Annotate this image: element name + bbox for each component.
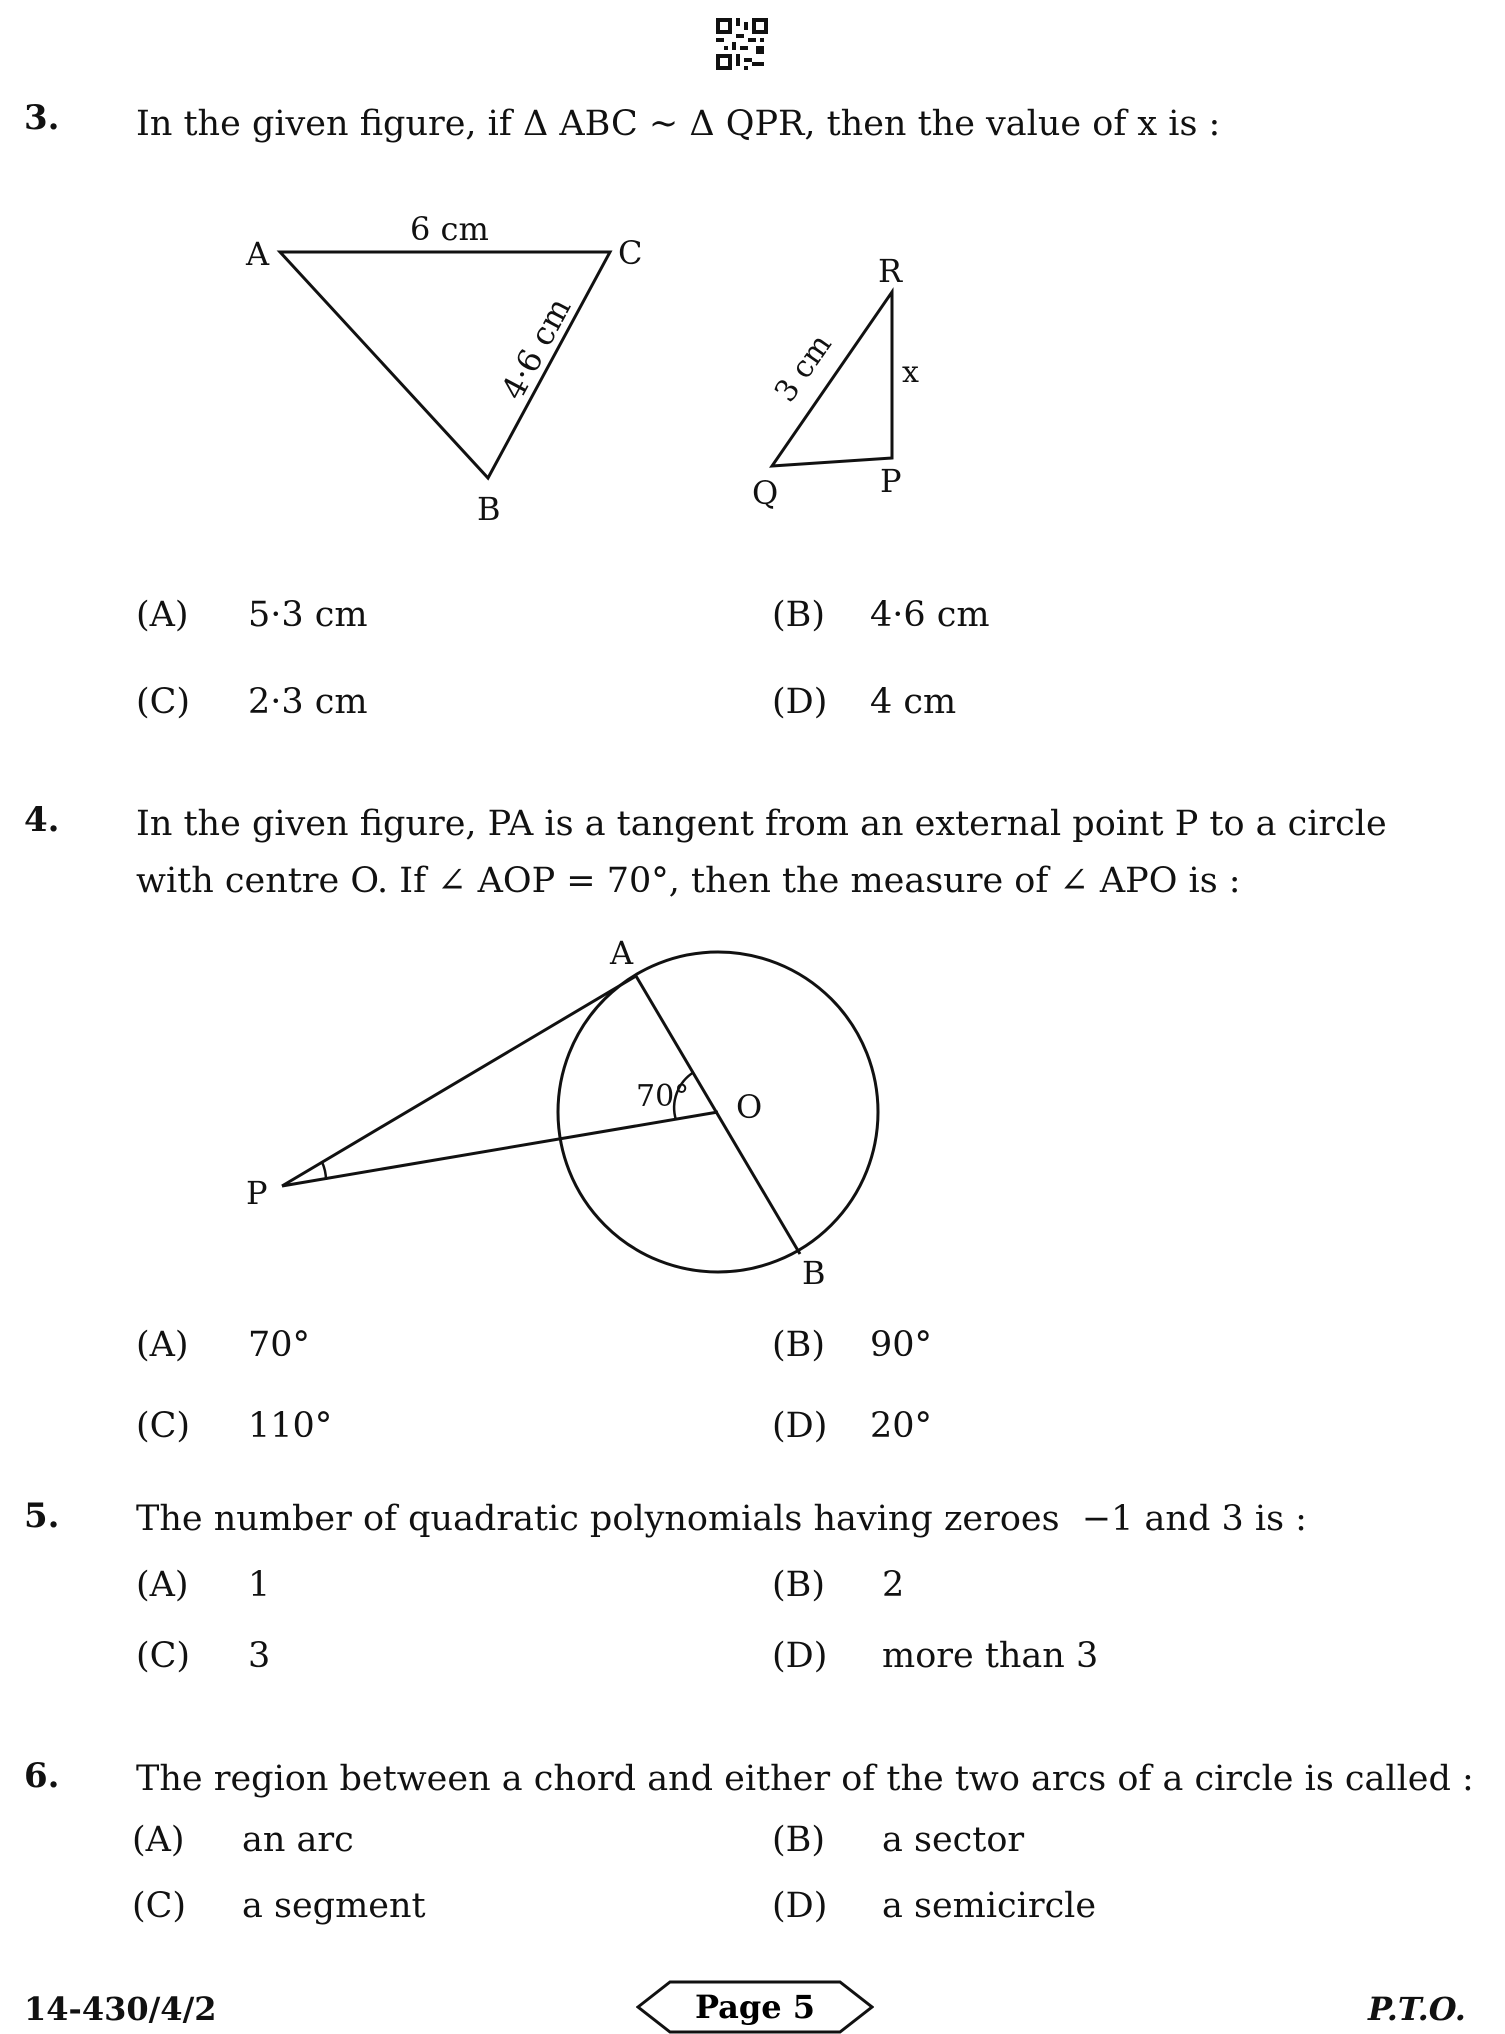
qr-code-icon: [716, 18, 768, 70]
label-x: x: [902, 355, 919, 390]
q3-option-c-text: 2·3 cm: [248, 682, 368, 722]
q6-option-a-text: an arc: [242, 1820, 354, 1860]
q3-option-a-label: (A): [136, 595, 189, 635]
question-4-number: 4.: [24, 800, 60, 840]
q5-option-c-label: (C): [136, 1636, 191, 1676]
label-b: B: [802, 1254, 826, 1292]
label-o: O: [736, 1088, 763, 1126]
q3-option-c-label: (C): [136, 682, 191, 722]
q4-option-a-text: 70°: [248, 1325, 311, 1365]
measure-cb: 4·6 cm: [493, 291, 579, 406]
label-p: P: [246, 1174, 268, 1212]
question-5-number: 5.: [24, 1496, 60, 1536]
label-a: A: [610, 934, 634, 972]
q5-option-b-label: (B): [772, 1565, 826, 1605]
q5-option-d-text: more than 3: [882, 1636, 1099, 1676]
label-p: P: [880, 462, 902, 500]
q4-option-a-label: (A): [136, 1325, 189, 1365]
q5-option-a-label: (A): [136, 1565, 189, 1605]
q5-option-d-label: (D): [772, 1636, 828, 1676]
q5-option-c-text: 3: [248, 1636, 271, 1676]
question-3-figure: [0, 190, 1000, 550]
label-q: Q: [752, 474, 779, 512]
q5-option-a-text: 1: [248, 1565, 271, 1605]
label-b: B: [477, 490, 501, 528]
q4-option-d-text: 20°: [870, 1406, 933, 1446]
question-6-text: The region between a chord and either of the two arcs of a circle is called :: [136, 1759, 1474, 1799]
q3-option-b-text: 4·6 cm: [870, 595, 990, 635]
footer-pto: P.T.O.: [1368, 1990, 1466, 2028]
question-3-number: 3.: [24, 98, 60, 138]
question-4-figure: [0, 920, 1000, 1300]
question-5-text: The number of quadratic polynomials having zeroes −1 and 3 is :: [136, 1499, 1307, 1539]
question-4-text-line1: In the given figure, PA is a tangent from an external point P to a circle: [136, 804, 1387, 844]
q5-option-b-text: 2: [882, 1565, 905, 1605]
label-c: C: [618, 234, 643, 272]
q6-option-c-label: (C): [132, 1886, 187, 1926]
measure-ac: 6 cm: [410, 210, 489, 248]
q6-option-c-text: a segment: [242, 1886, 426, 1926]
q3-option-d-label: (D): [772, 682, 828, 722]
q4-option-c-text: 110°: [248, 1406, 333, 1446]
q3-option-a-text: 5·3 cm: [248, 595, 368, 635]
q4-option-c-label: (C): [136, 1406, 191, 1446]
measure-qr: 3 cm: [767, 327, 839, 409]
page-number-badge: [636, 1980, 874, 2034]
q6-option-d-label: (D): [772, 1886, 828, 1926]
label-a: A: [246, 235, 270, 273]
q4-option-b-label: (B): [772, 1325, 826, 1365]
question-4-text-line2: with centre O. If ∠ AOP = 70°, then the measure of ∠ APO is :: [136, 861, 1241, 901]
line-po: [282, 1112, 718, 1186]
question-3-text: In the given figure, if Δ ABC ~ Δ QPR, then the value of x is :: [136, 104, 1221, 144]
question-6-number: 6.: [24, 1756, 60, 1796]
angle-label: 70°: [636, 1079, 690, 1114]
q4-option-d-label: (D): [772, 1406, 828, 1446]
q6-option-b-label: (B): [772, 1820, 826, 1860]
q3-option-b-label: (B): [772, 595, 826, 635]
q3-option-d-text: 4 cm: [870, 682, 957, 722]
page-number: Page 5: [694, 1988, 816, 2026]
q6-option-b-text: a sector: [882, 1820, 1025, 1860]
q6-option-d-text: a semicircle: [882, 1886, 1097, 1926]
q4-option-b-text: 90°: [870, 1325, 933, 1365]
triangle-abc: [280, 252, 610, 478]
angle-apo-arc: [322, 1162, 326, 1180]
label-r: R: [878, 252, 903, 290]
q6-option-a-label: (A): [132, 1820, 185, 1860]
diameter-ab: [636, 976, 800, 1254]
footer-code: 14-430/4/2: [24, 1990, 217, 2028]
